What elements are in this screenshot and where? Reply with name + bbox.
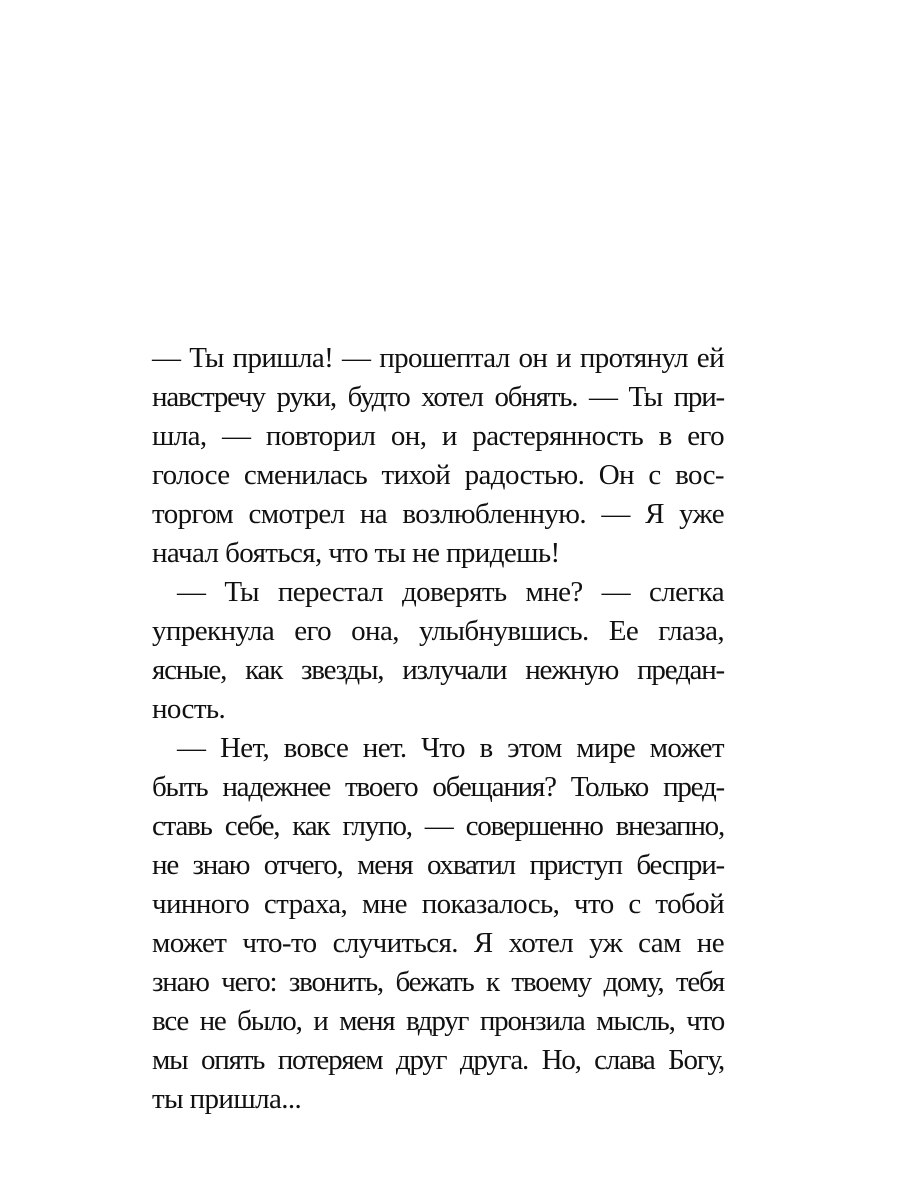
- text-line: чинного страха, мне показалось, что с тобой: [152, 888, 724, 920]
- text-line: не знаю отчего, меня охватил приступ беспри-: [152, 849, 724, 881]
- text-line: — Нет, вовсе нет. Что в этом мире может: [177, 732, 724, 764]
- text-line: голосе сменилась тихой радостью. Он с вос-: [152, 459, 724, 491]
- text-line: навстречу руки, будто хотел обнять. — Ты при-: [152, 381, 724, 413]
- text-line: все не было, и меня вдруг пронзила мысль, что: [152, 1005, 724, 1037]
- text-line: торгом смотрел на возлюбленную. — Я уже: [152, 498, 724, 530]
- paragraph-2: [152, 573, 724, 729]
- text-line: ность.: [152, 693, 226, 725]
- page-text: [152, 339, 724, 1119]
- text-line: шла, — повторил он, и растерянность в его: [152, 420, 724, 452]
- text-line: знаю чего: звонить, бежать к твоему дому, тебя: [152, 966, 724, 998]
- text-line: ясные, как звезды, излучали нежную предан-: [152, 654, 724, 686]
- text-line: может что-то случиться. Я хотел уж сам не: [152, 927, 724, 959]
- text-line: — Ты перестал доверять мне? — слегка: [177, 576, 724, 608]
- paragraph-1: [152, 339, 724, 573]
- paragraph-3: [152, 729, 724, 1119]
- text-line: ставь себе, как глупо, — совершенно внезапно,: [152, 810, 724, 842]
- text-line: быть надежнее твоего обещания? Только пред-: [152, 771, 724, 803]
- text-line: упрекнула его она, улыбнувшись. Ее глаза,: [152, 615, 724, 647]
- text-line: начал бояться, что ты не придешь!: [152, 537, 560, 569]
- text-line: мы опять потеряем друг друга. Но, слава Богу,: [152, 1044, 724, 1076]
- text-line: ты пришла...: [152, 1083, 302, 1115]
- text-line: — Ты пришла! — прошептал он и протянул ей: [152, 342, 724, 374]
